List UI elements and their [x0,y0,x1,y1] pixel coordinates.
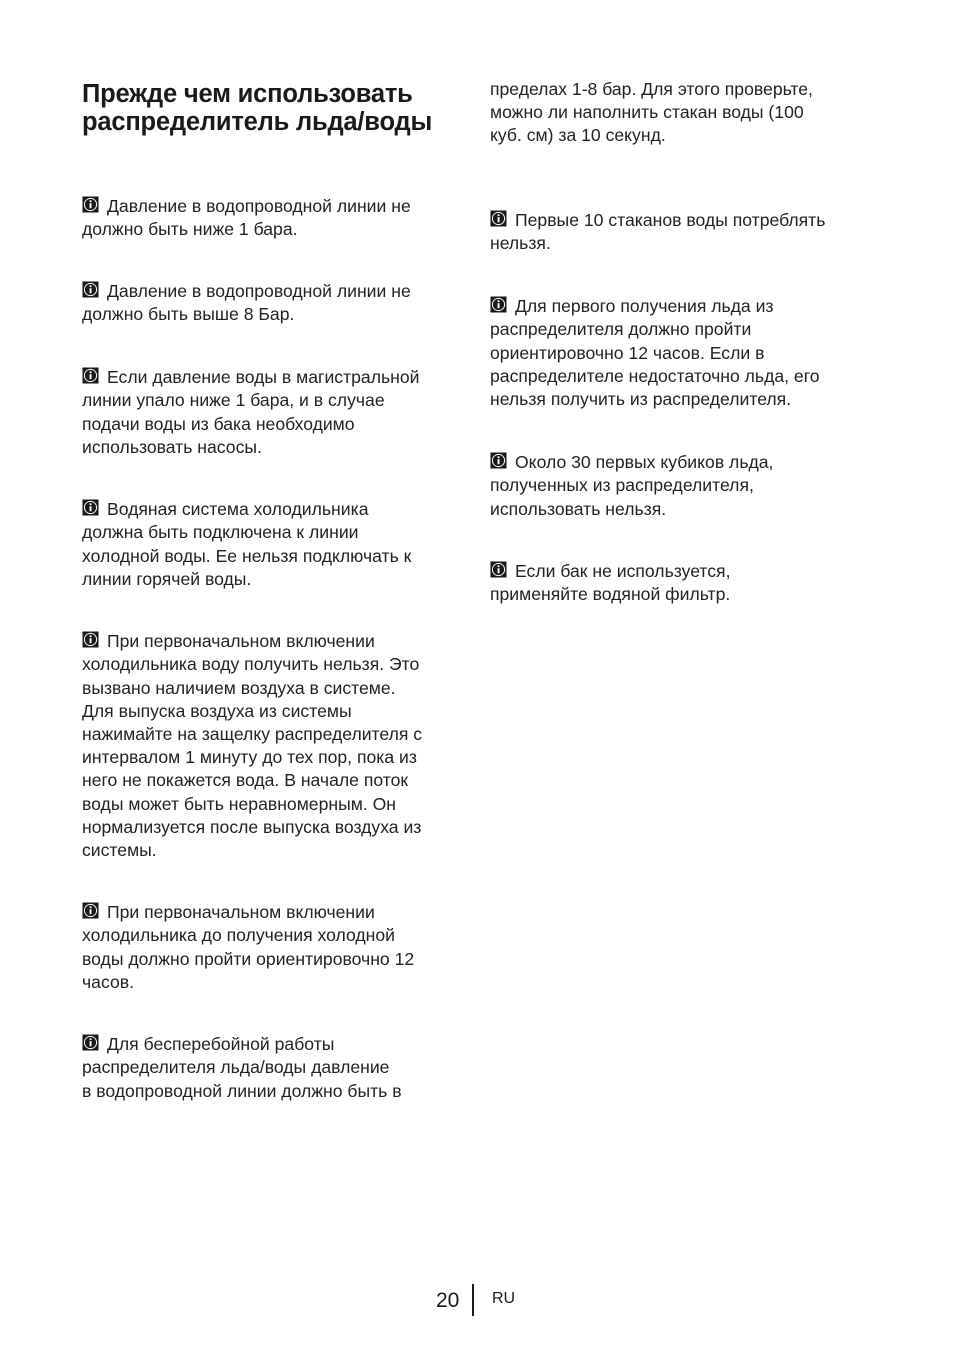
note-text: Первые 10 стаканов воды потреблять нельзя. [490,210,826,254]
note-text: Для бесперебойной работы распределителя льда/воды давление в водопроводной линии должно быть в [82,1034,402,1101]
note-text: Если давление воды в магистральной линии упало ниже 1 бара, и в случае подачи воды из бака необходимо использовать насосы. [82,367,420,457]
note-cold-water [82,475,472,591]
footer-divider [472,1284,474,1316]
info-icon [82,196,99,213]
note-uninterrupted-operation [82,1010,472,1103]
note-first-glasses [490,186,882,256]
note-first-start-cooling [82,878,472,994]
note-first-ice [490,272,882,411]
page-title-line1: Прежде чем использовать [82,80,413,108]
note-text: Водяная система холодильника должна быть подключена к линии холодной воды. Ее нельзя подключать к линии горячей воды. [82,499,412,589]
note-pump [82,343,472,459]
note-pressure-max [82,257,472,327]
note-continuation: пределах 1-8 бар. Для этого проверьте, можно ли наполнить стакан воды (100 куб. см) за 10 секунд. [490,79,813,146]
note-water-filter [490,537,882,607]
note-text: Около 30 первых кубиков льда, полученных из распределителя, использовать нельзя. [490,452,774,519]
note-first-ice-cubes [490,428,882,521]
info-icon [82,631,99,648]
page-number: 20 [436,1289,460,1312]
info-icon [490,561,507,578]
info-icon [82,367,99,384]
note-text: Давление в водопроводной линии не должно быть выше 8 Бар. [82,281,411,325]
note-first-start-air [82,607,472,862]
info-icon [82,281,99,298]
page-title [82,80,482,136]
note-text: При первоначальном включении холодильника до получения холодной воды должно пройти ориентировочно 12 часов. [82,902,415,992]
note-text: Давление в водопроводной линии не должно быть ниже 1 бара. [82,196,411,240]
note-text: Если бак не используется, применяйте водяной фильтр. [490,561,731,605]
info-icon [82,902,99,919]
page-title-line2: распределитель льда/воды [82,108,433,136]
info-icon [82,1034,99,1051]
note-text: При первоначальном включении холодильника воду получить нельзя. Это вызвано наличием воздуха в системе. Для выпуска воздуха из системы нажимайте на защелку распределителя с интервалом 1 минуту до тех пор, пока из него не покажется вода. В начале поток воды может быть неравномерным. Он нормализуется после выпуска воздуха из системы. [82,631,423,861]
language-code: RU [492,1290,516,1307]
note-text: Для первого получения льда из распределителя должно пройти ориентировочно 12 часов. Если в распределителе недостаточно льда, его нельзя получить из распределителя. [490,296,820,410]
info-icon [490,296,507,313]
note-pressure-min [82,172,472,242]
info-icon [82,499,99,516]
info-icon [490,452,507,469]
info-icon [490,210,507,227]
